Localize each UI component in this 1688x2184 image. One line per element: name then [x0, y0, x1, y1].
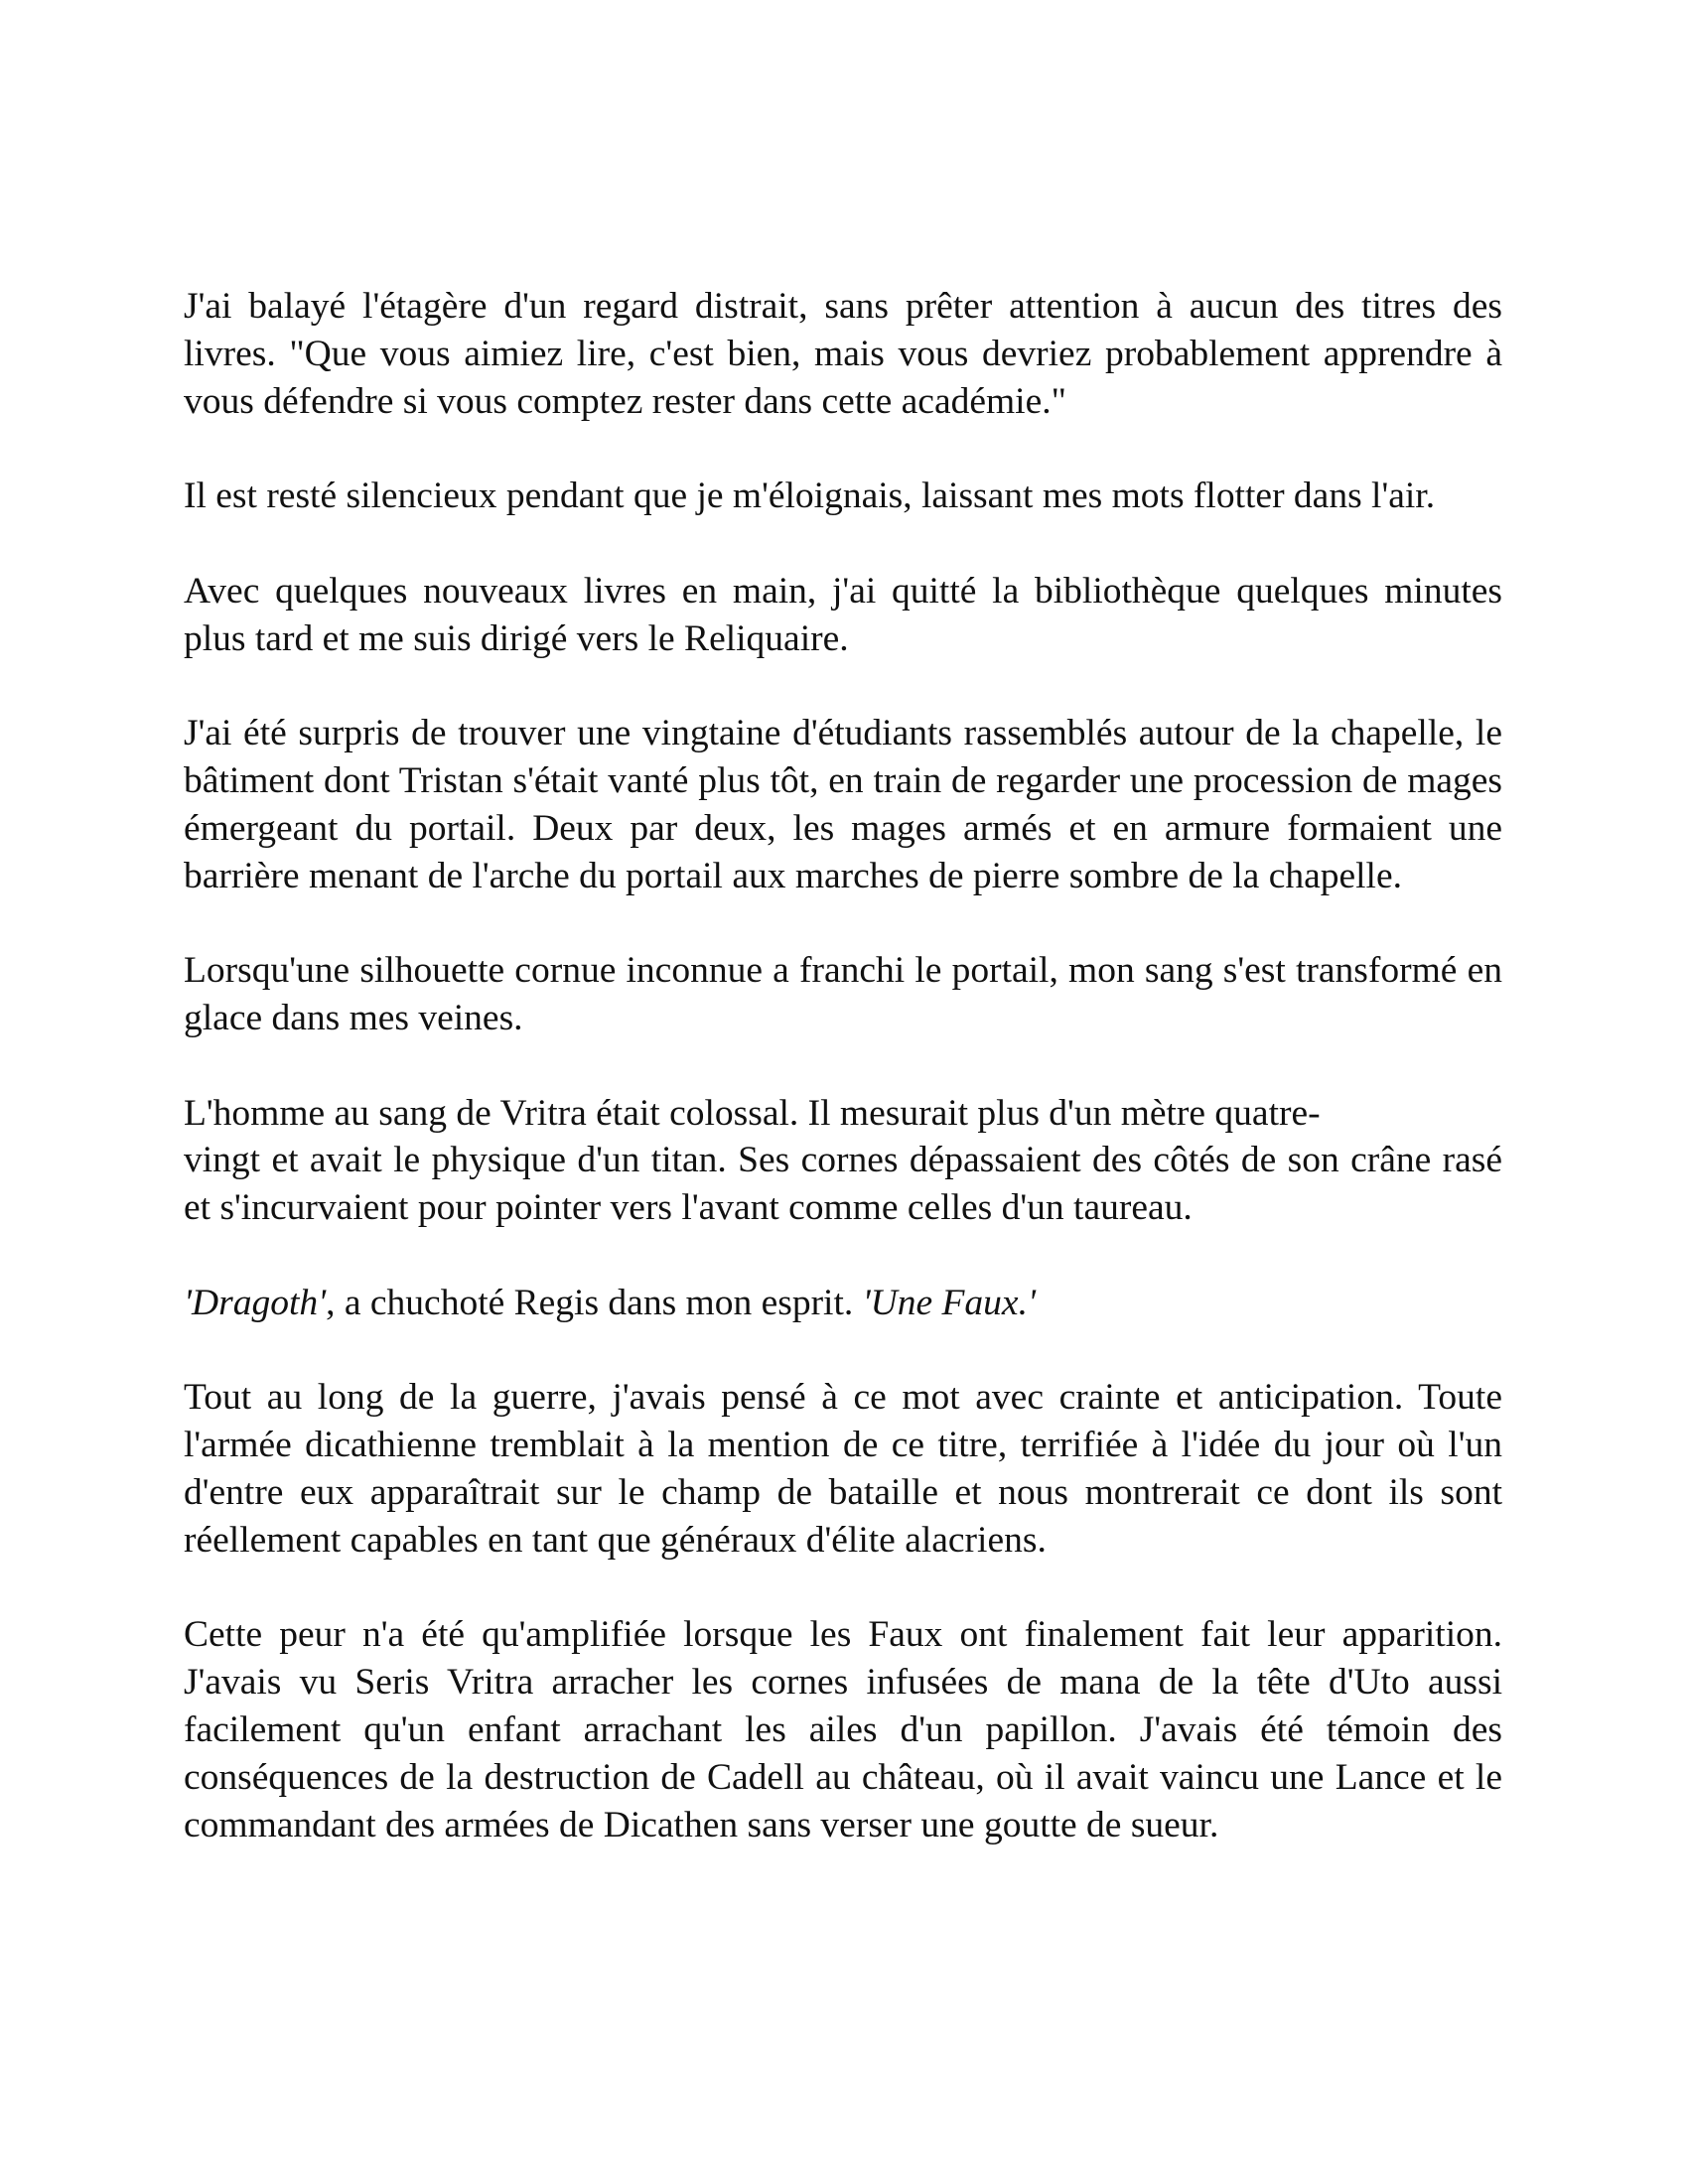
paragraph-8: Tout au long de la guerre, j'avais pensé à ce mot avec crainte et anticipation. Toute l'armée dicathienne tremblait à la mention de ce titre, terrifiée à l'idée du jour où l'un d'entre eux apparaîtrait sur le champ de bataille et nous montrerait ce dont ils sont réellement capables en tant que généraux d'élite alacriens.: [184, 1377, 1502, 1561]
paragraph-3: Avec quelques nouveaux livres en main, j'ai quitté la bibliothèque quelques minutes plus tard et me suis dirigé vers le Reliquaire.: [184, 570, 1502, 659]
narration-segment: , a chuchoté Regis dans mon esprit.: [326, 1282, 863, 1323]
paragraph-9: Cette peur n'a été qu'amplifiée lorsque les Faux ont finalement fait leur apparition. J'avais vu Seris Vritra arracher les cornes infusées de mana de la tête d'Uto aussi facilement qu'un enfant arrachant les ailes d'un papillon. J'avais été témoin des conséquences de la destruction de Cadell au château, où il avait vaincu une Lance et le commandant des armées de Dicathen sans verser une goutte de sueur.: [184, 1614, 1502, 1845]
telepathic-quote-dragoth: 'Dragoth': [184, 1282, 327, 1323]
paragraph-6-rest: vingt et avait le physique d'un titan. Ses cornes dépassaient des côtés de son crâne rasé et s'incurvaient pour pointer vers l'avant comme celles d'un taureau.: [184, 1140, 1502, 1229]
paragraph-2: Il est resté silencieux pendant que je m'éloignais, laissant mes mots flotter dans l'air.: [184, 476, 1436, 517]
document-page: [184, 283, 1502, 1848]
paragraph-5: Lorsqu'une silhouette cornue inconnue a franchi le portail, mon sang s'est transformé en glace dans mes veines.: [184, 950, 1502, 1038]
paragraph-6: [184, 1090, 1502, 1232]
paragraph-4: J'ai été surpris de trouver une vingtaine d'étudiants rassemblés autour de la chapelle, le bâtiment dont Tristan s'était vanté plus tôt, en train de regarder une procession de mages émergeant du portail. Deux par deux, les mages armés et en armure formaient une barrière menant de l'arche du portail aux marches de pierre sombre de la chapelle.: [184, 713, 1502, 896]
paragraph-7: [184, 1280, 1502, 1327]
telepathic-quote-une-faux: 'Une Faux.': [862, 1282, 1036, 1323]
paragraph-6-line-break-part: L'homme au sang de Vritra était colossal. Il mesurait plus d'un mètre quatre-: [184, 1092, 1321, 1134]
paragraph-1: J'ai balayé l'étagère d'un regard distrait, sans prêter attention à aucun des titres des livres. "Que vous aimiez lire, c'est bien, mais vous devriez probablement apprendre à vous défendre si vous comptez rester dans cette académie.": [184, 286, 1502, 422]
